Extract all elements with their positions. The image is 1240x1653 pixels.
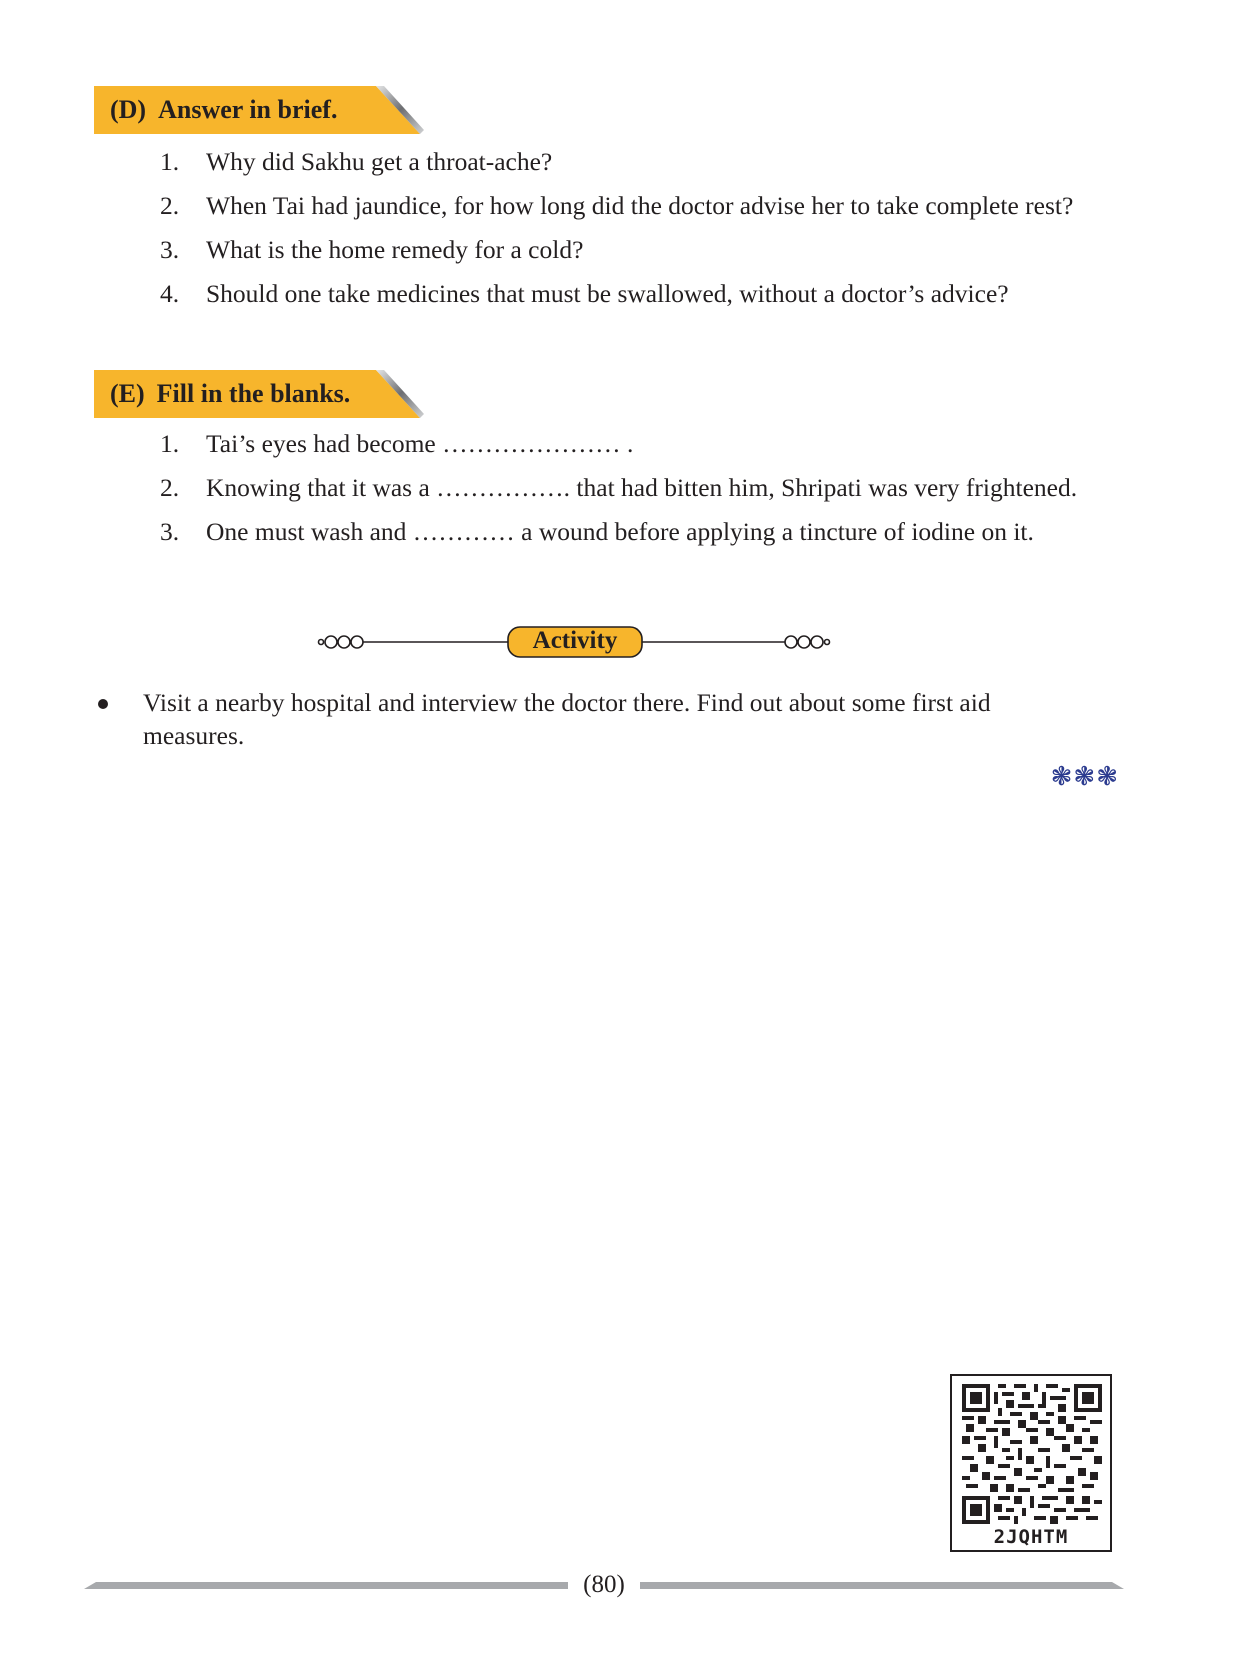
list-item [160, 428, 1117, 460]
question-number: 3. [160, 235, 180, 264]
question-text: When Tai had jaundice, for how long did the doctor advise her to take complete rest? [206, 191, 1074, 220]
section-d-banner [94, 86, 424, 134]
activity-label: Activity [532, 627, 618, 654]
bullet-icon [98, 699, 108, 709]
list-item [160, 278, 1117, 310]
section-e-banner [94, 370, 424, 418]
question-number: 2. [160, 473, 180, 502]
question-number: 2. [160, 191, 180, 220]
question-text: What is the home remedy for a cold? [206, 235, 584, 264]
list-item [160, 190, 1117, 222]
activity-text: Visit a nearby hospital and interview the doctor there. Find out about some first aid measures. [143, 688, 991, 750]
activity-item [94, 686, 1094, 752]
question-number: 4. [160, 279, 180, 308]
question-text: Knowing that it was a ……………. that had bitten him, Shripati was very frightened. [206, 473, 1078, 502]
question-text: Why did Sakhu get a throat-ache? [206, 147, 553, 176]
list-item [160, 516, 1117, 548]
section-d-question-list [160, 146, 1117, 322]
question-number: 3. [160, 517, 180, 546]
activity-divider [316, 624, 836, 660]
list-item [160, 146, 1117, 178]
section-e-heading [110, 370, 350, 418]
section-d-heading [110, 86, 337, 134]
question-text: One must wash and ………… a wound before applying a tincture of iodine on it. [206, 517, 1034, 546]
question-text: Tai’s eyes had become ………………… . [206, 429, 634, 458]
question-number: 1. [160, 429, 180, 458]
qr-code-label: 2JQHTM [993, 1526, 1069, 1548]
section-e-letter: (E) [110, 379, 145, 408]
section-d-title: Answer in brief. [158, 95, 338, 124]
section-d-letter: (D) [110, 95, 147, 124]
qr-code-icon [962, 1384, 1102, 1524]
qr-code [950, 1374, 1112, 1552]
list-item [160, 472, 1117, 504]
page-footer [84, 1570, 1124, 1600]
section-e-question-list [160, 428, 1117, 560]
end-mark: ❃❃❃ [1050, 762, 1119, 792]
page-number: (80) [583, 1571, 625, 1598]
question-text: Should one take medicines that must be swallowed, without a doctor’s advice? [206, 279, 1009, 308]
list-item [160, 234, 1117, 266]
question-number: 1. [160, 147, 180, 176]
section-e-title: Fill in the blanks. [156, 379, 351, 408]
